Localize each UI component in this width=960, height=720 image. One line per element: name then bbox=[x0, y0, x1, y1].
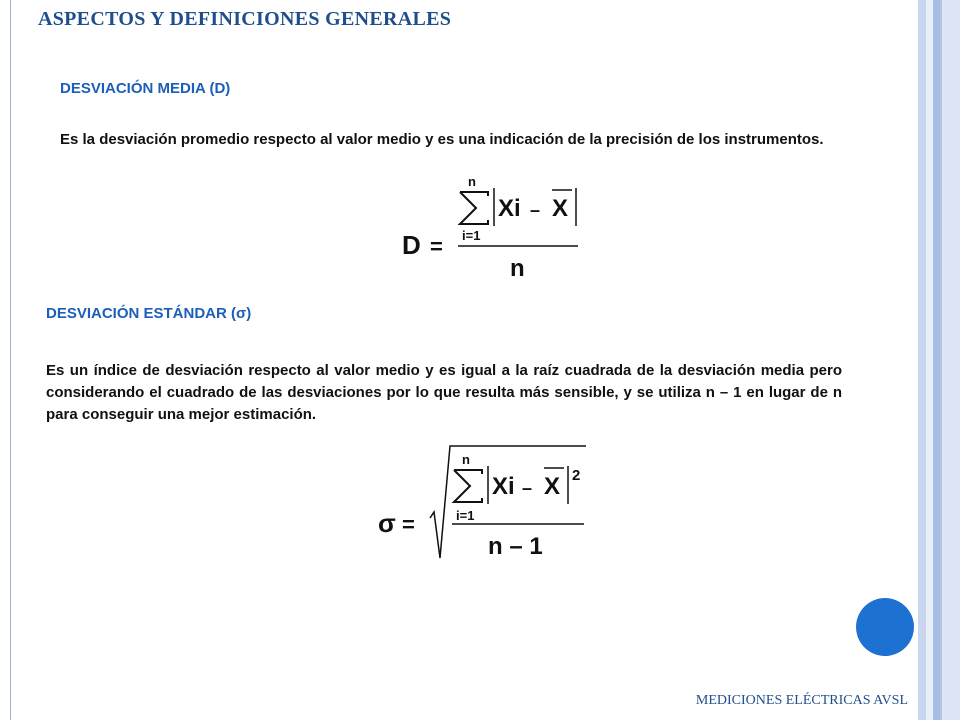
formula-standard-deviation bbox=[376, 440, 591, 570]
sum-lower-limit: i=1 bbox=[462, 228, 481, 243]
formula-equals: = bbox=[402, 512, 415, 537]
formula-denominator: n bbox=[510, 255, 525, 282]
formula-mean-deviation bbox=[400, 170, 600, 290]
section-text-standard-deviation: Es un índice de desviación respecto al valor medio y es igual a la raíz cuadrada de la desviación media pero considerando el cuadrado de las desviaciones por lo que resulta más sensible, y se utiliza n – 1 en lugar de n para conseguir una mejor estimación. bbox=[46, 362, 842, 423]
decorative-bar bbox=[918, 0, 926, 720]
decorative-bar bbox=[940, 0, 960, 720]
decorative-circle bbox=[856, 598, 914, 656]
section-text-mean-deviation: Es la desviación promedio respecto al valor medio y es una indicación de la precisión de los instrumentos. bbox=[60, 131, 824, 148]
formula-lhs: σ bbox=[378, 508, 396, 538]
sum-upper-limit: n bbox=[468, 174, 476, 189]
formula-term-xi: Xi bbox=[492, 473, 515, 500]
formula-denominator: n – 1 bbox=[488, 533, 543, 560]
slide-title: ASPECTOS Y DEFINICIONES GENERALES bbox=[38, 8, 452, 30]
formula-term-xbar: X bbox=[552, 195, 569, 222]
formula-minus: – bbox=[530, 200, 541, 220]
sum-lower-limit: i=1 bbox=[456, 508, 475, 523]
formula-exponent: 2 bbox=[572, 467, 581, 484]
sum-upper-limit: n bbox=[462, 452, 470, 467]
left-border-line bbox=[10, 0, 11, 720]
formula-equals: = bbox=[430, 234, 443, 259]
formula-term-xbar: X bbox=[544, 473, 561, 500]
summation-icon bbox=[454, 470, 482, 502]
formula-lhs: D bbox=[402, 230, 421, 260]
section-heading-standard-deviation: DESVIACIÓN ESTÁNDAR (σ) bbox=[46, 305, 252, 322]
slide-footer: MEDICIONES ELÉCTRICAS AVSL bbox=[695, 693, 908, 708]
summation-icon bbox=[460, 192, 488, 224]
decorative-bar bbox=[933, 0, 940, 720]
formula-term-xi: Xi bbox=[498, 195, 521, 222]
decorative-bar bbox=[926, 0, 933, 720]
section-heading-mean-deviation: DESVIACIÓN MEDIA (D) bbox=[60, 80, 231, 97]
formula-minus: – bbox=[522, 478, 533, 498]
